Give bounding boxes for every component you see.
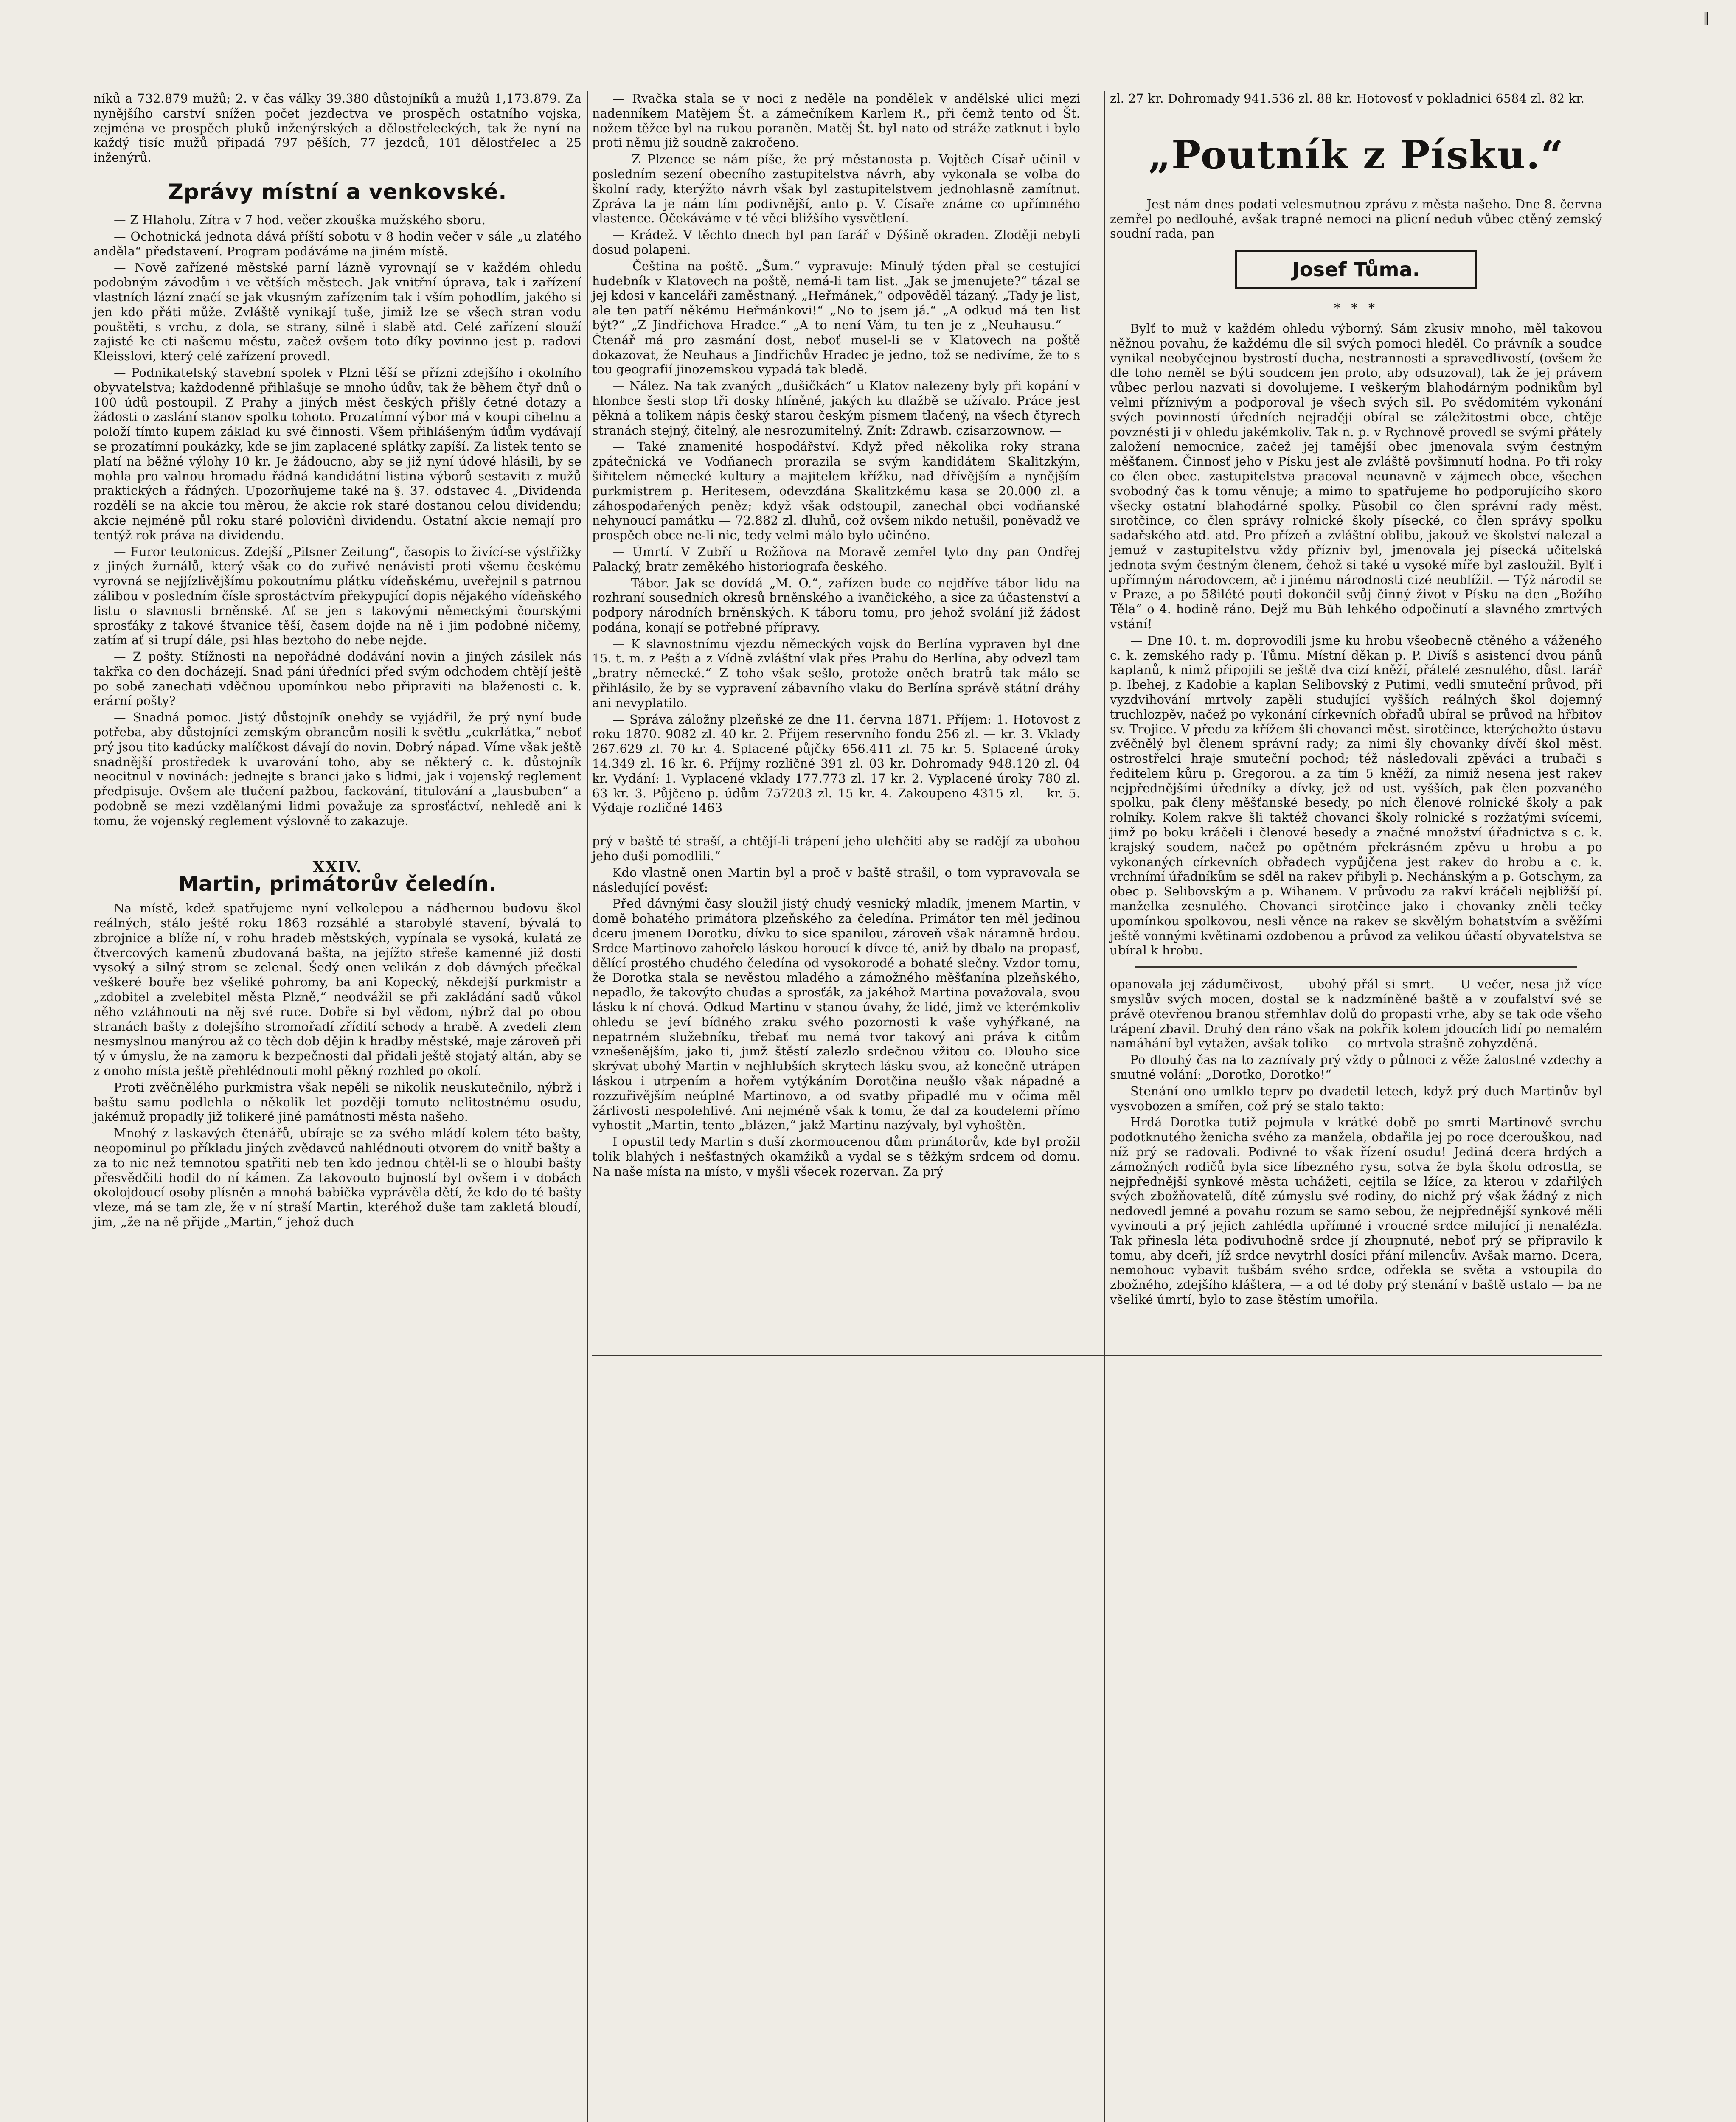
column-middle [592,91,1080,1181]
column-right [1110,91,1602,1309]
news-item: — K slavnostnímu vjezdu německých vojsk do Berlína vypraven byl dne 15. t. m. z Pešti a z Vídně zvláštní vlak přes Prahu do Berlína, aby odvezl tam „bratry německé.“ Z toho však sešlo, protože oněch bratrů tak málo se přihlásilo, že by se vypravení zábavního vlaku do Berlína správě státní dráhy ani nevyplatilo. [592,636,1080,710]
news-item: — Z Hlaholu. Zítra v 7 hod. večer zkouška mužského sboru. [114,212,486,227]
news-item: — Nález. Na tak zvaných „dušičkách“ u Klatov nalezeny byly při kopání v hlonbce šesti stop tři dosky hlíněné, jakých ku dlažbě se užívalo. Práce jest pěkná a tolikem nápis český starou českým písmem tlačený, na všech čtyrech stranách stejný, čitelný, ale nesrozumitelný. Znít: Zdrawb. czisarzownow. — [592,379,1080,438]
obituary-intro: — Jest nám dnes podati velesmutnou zprávu z města našeho. Dne 8. června zemřel po nedlouhé, avšak trapné nemoci na plicní neduh vůbec ctěný zemský soudní rada, pan [1110,196,1602,241]
news-item: — Tábor. Jak se dovídá „M. O.“, zařízen bude co nejdříve tábor lidu na rozhraní sousedních okresů brněnského a ivančického, a sice za účastenství a podpory národních brněnských. K táboru tomu, pro jehož svolání již žádost podána, konají se potřebné přípravy. [592,575,1080,634]
news-item: — Ochotnická jednota dává příští sobotu v 8 hodin večer v sále „u zlatého anděla“ představení. Program podáváme na jiném místě. [93,229,581,258]
story-paragraph: Proti zvěčnělého purkmistra však nepěli se nikolik neuskutečnilo, nýbrž i baštu samu podlehla o několik let později tomuto nelitostnému osudu, jakémuž propadly již tolikeré jiné památnosti města našeho. [93,1080,581,1124]
story-paragraph: Hrdá Dorotka tutiž pojmula v krátké době po smrti Martinově svrchu podotknutého ženicha svého za manžela, obdařila jej po roce dcerouškou, nad níž prý se radovali. Podivné to však řízení osudu! Jediná dcera hrdých a zámožných rodičů byla sice líbezného rysu, sotva že byla školu odrostla, se nejpřednější synkové města uchážeti, cejtila se lžíce, za kterou v zdařilých svých zbožňovatelů, dítě zúmyslu své rodiny, do nichž prý však žádný z nich nedovedl jemné a povahu rozum se samo sebou, že nejpřednější synkové měli vyvinouti a prý jejich zahlédla upřímné i vroucné srdce milující ji nenalézla. Tak přinesla léta podivuhodně srdce jí zhoupnuté, neboť prý se připravilo k tomu, aby dceři, jíž srdce nevytrhl dosíci přání milencův. Avšak marno. Dcera, nemohouc vybavit tušbám svého srdce, odřekla se světa a vstoupila do zbožného, zdejšího kláštera, — a od té doby prý stenání v baště ustalo — ba ne všeliké úmrtí, bylo to zase štěstím umořila. [1110,1115,1602,1307]
news-item: — Podnikatelský stavební spolek v Plzni těší se přízni zdejšího i okolního obyvatelstva; každodenně přihlašuje se mnoho údův, tak že během čtyř dnů o 100 údů postoupil. Z Prahy a jiných měst českých přišly četné dotazy a žádosti o zaslání stanov spolku tohoto. Prozatímní výbor má v koupi cihelnu a položí tímto kupem základ ku své činnosti. Všem přihlášeným údům vydávají se prozatímní poukázky, kde se jim zaplacené splátky zapíší. Za listek tento se platí na běžné výlohy 10 kr. Je žádoucno, aby se již nyní údové hlásili, by se mohla pro valnou hromadu řádná kandidátní listina výborů sestaviti z mužů praktických a řádných. Upozorňujeme také na §. 37. odstavec 4. „Dividenda rozdělí se na akcie tou měrou, že akcie rok staré dostanou celou dividendu; akcie nejméně půl roku staré polovičnì dividendu. Ostatní akcie nemají pro tentýž rok práva na dividendu. [93,365,581,542]
news-item: — Snadná pomoc. Jistý důstojník onehdy se vyjádřil, že prý nyní bude potřeba, aby důstojníci zemským obrancům nosili k světlu „cukrlátka,“ neboť prý jsou tito kadúcky malíčkost dávají do novin. Dobrý nápad. Víme však ještě snadnější prostředek k uvarování toho, aby se některý c. k. důstojník neocitnul v novinách: jednejte s branci jako s lidmi, jak i vojenský reglement předpisuje. Ovšem ale tlučení pažbou, fackování, titulování a „lausbuben“ a podobně se mezi vzdělanými lidmi považuje za sprosťáctví, nehledě ani k tomu, že vojenský reglement výslovně to zakazuje. [93,710,581,828]
page-edge-mark: ‖ [1703,10,1709,25]
story-title: Martin, primátorův čeledín. [178,872,497,896]
funeral-paragraph: — Dne 10. t. m. doprovodili jsme ku hrobu všeobecně ctěného a váženého c. k. zemského rady p. Tůmu. Místní děkan p. P. Divíš s asistencí dvou pánů kaplanů, k nimž připojili se ještě dva cizí kněží, přátelé zesnulého, důst. farář p. Ibehej, z Kadobie a kaplan Selibovský z Putimi, vedli smuteční průvod, při vyzdvihování mrtvoly zapěli studující vyšších reálných škol dojemný truchlozpěv, načež po vykonání církevních obřadů ubíral se průvod na hřbitov sv. Trojice. V předu za křížem šli chovanci měst. sirotčince, kterýchožto ústavu zvěčnělý byl členem správní rady; za nimi šly chovanky dívčí škol měst. ostrostřelci hraje smuteční pochod; též následovali zpěváci a trubači s ředitelem kůru p. Gregorou. a za tím 5 kněží, za nimiž nesena jest rakev nejpřednějšími úředníky a dívky, jež od ust. vyšších, pak člen pozvaného spolku, pak členy měšťanské besedy, po ních členové rolnické školy a pak rolníky. Kolem rakve šli taktéž chovanci školy rolnické s rozžatými svícemi, jimž po boku kráčeli i členové besedy a značné množství úřadnictva s c. k. krajský soudem, načež po opětném překrásném zpěvu u hrobu a po vykonaných církevních obřadech vypůjčena jest rakev do hrobu a c. k. vrchnímí úřadníkům se sděl na rakev přibyli p. Nechánským a p. Gotschym, za obec p. Selibovským a p. Wihanem. V průvodu za rakví kráčeli nejbližší pí. manželka zesnulého. Chovanci sirotčince jako i chovanky zněli tečky upomínkou spolkovou, nesli věnce na rakev se skvělým bohatstvím a svěžími ještě vonnými květinami ozdobenou a průvod za velikou účastí obyvatelstva se ubíral k hrobu. [1110,633,1602,958]
deceased-name-box: Josef Tůma. [1235,250,1477,289]
column-rule-left [587,91,588,2122]
ornament-stars: * * * [1334,301,1379,316]
obituary-paragraph: Bylť to muž v každém ohledu výborný. Sám zkusiv mnoho, měl takovou něžnou povahu, že každému dle sil svých pomoci hleděl. Co právník a soudce vynikal neobyčejnou bystrostí ducha, nestrannosti a spravedlivostí, (ovšem že dle toho neměl se býti soudcem jen proto, aby odsuzoval), tak že jej právem vůbec perlou nazvati si dovolujeme. I veškerým blahodárným podnikům byl velmi příznivým a podporoval je všech svých sil. Po svědomitém vykonání svých povinností úředních nejraději obíral se záležitostmi obce, chtěje povznésti ji v ohledu jakémkoliv. Tak n. p. v Rychnově provedl se svými přátely založení nemocnice, začež jej tamější obec jmenovala svým čestným měšťanem. Činnosť jeho v Písku jest ale zvláště povšimnutí hodna. Po tři roky co člen obec. zastupitelstva pracoval neunavně v zájmech obce, všechen svobodný čas k tomu věnuje; a mimo to spatřujeme ho podporujícího skoro všecky ostatní blahodárné spolky. Působil co člen správní rady měst. sirotčince, co člen správy rolnické školy písecké, co člen správy spolku sadařského atd. atd. Pro přízeň a zvláštní oblibu, jakouž ve školství nalezal a jemuž v zastupitelstvu vždy přízniv byl, jmenovala jej písecká učitelská jednota svým čestným členem, čehož si také u vysoké míře byl zasloužil. Bylť i upřímným národovcem, ač i jinému národnosti cizé neublížil. — Týž národil se v Praze, a po 58ilété pouti dokončil svůj činný život v Písku na den „Božího Těla“ o 4. hodině ráno. Dejž mu Bůh lehkého odpočinutí a slavného zmrtvých vstání! [1110,321,1602,631]
story-paragraph: Na místě, kdež spatřujeme nyní velkolepou a nádhernou budovu škol reálných, stálo ještě roku 1863 rozsáhlé a starobylé stavení, bývalá to zbrojnice a blíže ní, v rohu hradeb městských, vypínala se vysoká, kulatá ze čtvercových kamenů zbudovaná bašta, na jejížto střeše kamenné již dosti vysoký a silný strom se zelenal. Šedý onen velikán z dob dávných přečkal veškeré bouře bez všeliké pohromy, ba ani Kopecký, někdejší purkmistr a „zdobitel a zvelebitel města Plzně,“ neodvážil se při zakládání sadů vůkol něho vztáhnouti na něj své ruce. Dobře si byl vědom, nýbrž dal po obou stranách bašty z dolejšího stromořadí zřídití schody a hrabě. A zvedeli zlem nesmyslnou manýrou až co těch dob dějin k hradby městské, maje zároveň při tý v úmyslu, že na zamoru k bezpečnosti dal přidali ještě stojatý altán, aby se z onoho místa ještě přehlédnouti mohl pěkný rozhled po okolí. [93,901,581,1078]
story-paragraph: Kdo vlastně onen Martin byl a proč v baště strašil, o tom vypravovala se následující pověsť: [592,865,1080,895]
local-news-heading: Zprávy místní a venkovské. [168,179,507,204]
column-rule-right [1104,91,1105,2122]
news-item: — Krádež. V těchto dnech byl pan farář v Dýšině okraden. Zloději nebyli dosud polapeni. [592,227,1080,257]
news-item: — Z Plzence se nám píše, že prý městanosta p. Vojtěch Císař učinil v posledním sezení obecního zastupitelstva návrh, aby vykonala se volba do školní rady, kterýžto návrh však byl zastupitelstvem jednohlasně zamítnut. Zpráva ta je nám tím podivnější, anto p. V. Císaře známe co upřímného vlastence. Očekáváme v té věci bližšího vysvětlení. [592,152,1080,226]
story-paragraph: prý v baště té straší, a chtějí-li trápení jeho ulehčiti aby se radějí za ubohou jeho duši pomodlili.“ [592,834,1080,864]
story-paragraph: I opustil tedy Martin s duší zkormoucenou dům primátorův, kde byl prožil tolik blahých i nešťastných okamžiků a vydal se s těžkým srdcem od domu. Na naše místa na místo, v myšli všecek rozervan. Za prý [592,1134,1080,1179]
army-statistics-text: níků a 732.879 mužů; 2. v čas války 39.380 důstojníků a mužů 1,173.879. Za nynějšího carství snížen počet jezdectva ve prospěch ostatního vojska, zejména ve prospěch pluků inženýrských a dělostřeleckých, tak že nyní na každý tisíc mužů připadá 797 pěších, 77 jezdců, 101 dělostřelec a 25 inženýrů. [93,91,581,165]
news-item: — Furor teutonicus. Zdejší „Pilsner Zeitung“, časopis to živící-se výstřižky z jiných žurnálů, který však co do zuřivé nenávisti proti všemu českému vyrovná se nejjízlivějšímu pokoutnímu plátku vídeňskému, uveřejnil s patrnou zálibou v posledním čísle sprostáctvím překypující dopis nějakého vídeňského listu o slavnosti brněnské. Ať se jen s takovými německými čourskými sprosťáky z takové štvanice těší, časem dojde na ně i jim podobné ničemy, zatím ať si trupí dále, psi hlas beztoho do nebe nejde. [93,544,581,648]
section-divider [1135,966,1577,968]
news-item: — Nově zařízené městské parní lázně vyrovnají se v každém ohledu podobným závodům i ve větších městech. Jak vnitřní úprava, tak i zařízení vlastních lázní značí se jak vkusným zařízením tak i vším pohodlím, jakého si jen kdo přáti může. Zvláště vynikají tuše, jimiž lze se všech stran vodu pouštěti, s vrchu, z dola, se strany, silně i slabě atd. Celé zařízení slouží zajisté ke cti našemu městu, začež ovšem toto díky povinno jest p. radovi Kleisslovi, který celé zařízení provedl. [93,260,581,364]
story-paragraph: Před dávnými časy sloužil jistý chudý vesnický mladík, jmenem Martin, v domě bohatého primátora plzeňského za čeledína. Primátor ten měl jedinou dceru jmenem Dorotku, dívku to sice spanilou, zároveň však náramně hrdou. Srdce Martinovo zahořelo láskou horoucí k dívce té, aniž by dbalo na propasť, dělící prostého chudého čeledína od vysokorodé a bohaté slečny. Vzdor tomu, že Dorotka stala se nevěstou mladého a zámožného měšťanína plzeňského, nepadlo, že takovýto chudas a sprosťák, za jakéhož Martina považovala, svou lásku k ní chová. Odkud Martinu v stanou úvahy, že lidé, jimž ve kterémkoliv ohledu se jeví bídného zraku svého pozornosti k vaše vyhýřkané, na nepatrném služebníku, třebať mu nemá tvor takový ani práva k citům vznešenějším, jako ti, jimž štěstí zalezlo srdečnou vžitou co. Dlouho sice skrývat ubohý Martin v nejhlubších skrytech lásku svou, až konečně utrápen láskou i utrpením a hořem vytýkáním Dorotčina neušlo však nápadné a rozzuřivějším neúplné Martinovo, a od svatby připadlé mu v očima měl žárlivosti nespolehlivé. Ani nejméně však k tomu, že dal za koudelemi přímo vyhostit „Martin, tento „blázen,“ jakž Martinu nazývaly, byl vyhoštěn. [592,896,1080,1133]
news-item: — Čeština na poště. „Šum.“ vypravuje: Minulý týden přal se cestující hudebník v Klatovech na poště, nemá-li tam list. „Jak se jmenujete?“ tázal se jej kdosi v kanceláři zaměstnaný. „Heřmánek,“ odpověděl tázaný. „Tady je list, ale ten patří někému Heřmánkovi!“ „No to jsem já.“ „A odkud má ten list být?“ „Z Jindřichova Hradce.“ „A to není Vám, tu ten je z „Neuhausu.“ — Čtenář má pro zasmání dost, neboť musel-li se v Klatovech na poště dokazovat, že Neuhaus a Jindřichův Hradec je jedno, tož se nedivíme, že to s tou geografií jinozemskou vypadá tak bledě. [592,258,1080,377]
feuilleton-rule [592,1355,1602,1356]
story-paragraph: Mnohý z laskavých čtenářů, ubíraje se za svého mládí kolem této bašty, neopominul po příkladu jiných zvědavců nahlédnouti otvorem do vnitř bašty a za to nic než temnotou spatřiti neb ten kdo jednou chtěl-li se o hloubi bašty přesvědčiti hodil do ní kámen. Za takovouto bujností byl ovšem i v dobách okolojdoucí osoby plísněn a mnohá babička vyprávěla dětí, že kdo do té bašty vleze, má se tam zle, že v ní straší Martin, kteréhož duše tam zakletá bloudí, jim, „že na ně přijde „Martin,“ jehož duch [93,1126,581,1229]
savings-bank-continuation: zl. 27 kr. Dohromady 941.536 zl. 88 kr. Hotovosť v pokladnici 6584 zl. 82 kr. [1110,91,1585,106]
story-paragraph: Po dlouhý čas na to zaznívaly prý vždy o půlnoci z věže žalostné vzdechy a smutné volání: „Dorotko, Dorotko!“ [1110,1053,1602,1082]
story-paragraph: Stenání ono umlklo teprv po dvadetil letech, když prý duch Martinův byl vysvobozen a smířen, což prý se stalo takto: [1110,1083,1602,1113]
news-item: — Také znamenité hospodářství. Když před několika roky strana zpátečnická ve Vodňanech prorazila se svým kandidátem Skalitzkým, šiřitelem německé kultury a majitelem křížku, nad dřívějším a nynějším purkmistrem p. Heritesem, odevzdána Skalitzkému kasa se 20.000 zl. a záhospodařených peněz; když však odstoupil, zanechal obci vodňanské nehynoucí památku — 72.882 zl. dluhů, což ovšem nikdo netušil, poněvadž ve prospěch obce ne-li nic, tedy velmi málo bylo učiněno. [592,439,1080,543]
chapter-number: XXIV. [312,858,362,876]
news-item: — Z pošty. Stížnosti na nepořádné dodávání novin a jiných zásilek nás takřka co den docházejí. Snad páni úředníci před svým odchodem chtějí ještě po sobě zanechati vděčnou upomínkou nebo připraviti na blaženosti c. k. erární pošty? [93,649,581,708]
news-item: — Úmrtí. V Zubří u Rožňova na Moravě zemřel tyto dny pan Ondřej Palacký, bratr zeměkého historiografa českého. [592,544,1080,574]
news-item: — Správa záložny plzeňské ze dne 11. června 1871. Příjem: 1. Hotovost z roku 1870. 9082 zl. 40 kr. 2. Přijem reservního fondu 256 zl. — kr. 3. Vklady 267.629 zl. 70 kr. 4. Splacené půjčky 656.411 zl. 75 kr. 5. Splacené úroky 14.349 zl. 16 kr. 6. Příjmy rozličné 391 zl. 03 kr. Dohromady 948.120 zl. 04 kr. Vydání: 1. Vyplacené vklady 177.773 zl. 17 kr. 2. Vyplacené úroky 780 zl. 63 kr. 3. Půjčeno p. údům 757203 zl. 15 kr. 4. Zakoupeno 4315 zl. — kr. 5. Výdaje rozličné 1463 [592,712,1080,815]
story-paragraph: opanovala jej zádumčivost, — ubohý přál si smrt. — U večer, nesa již více smyslův svých mocen, dostal se k nadzmíněné baště a v zoufalství své se právě otevřenou branou střemhlav dolů do propasti vrhe, aby se tak ode všeho trápení zbavil. Druhý den ráno však na pokřik kolem jdoucích lidí po nemalém namáhání byl vytažen, avšak toliko — co mrtvola strašně zohyzděná. [1110,977,1602,1051]
poutnik-masthead: „Poutník z Písku.“ [1148,132,1564,178]
news-item: — Rvačka stala se v noci z neděle na pondělek v andělské ulici mezi nadenníkem Matějem Št. a zámečníkem Karlem R., při čemž tento od Št. nožem těžce byl na rukou poraněn. Matěj Št. byl nato od stráže zatknut i bylo proti němu již soudně zakročeno. [592,91,1080,150]
column-left [93,91,581,1231]
